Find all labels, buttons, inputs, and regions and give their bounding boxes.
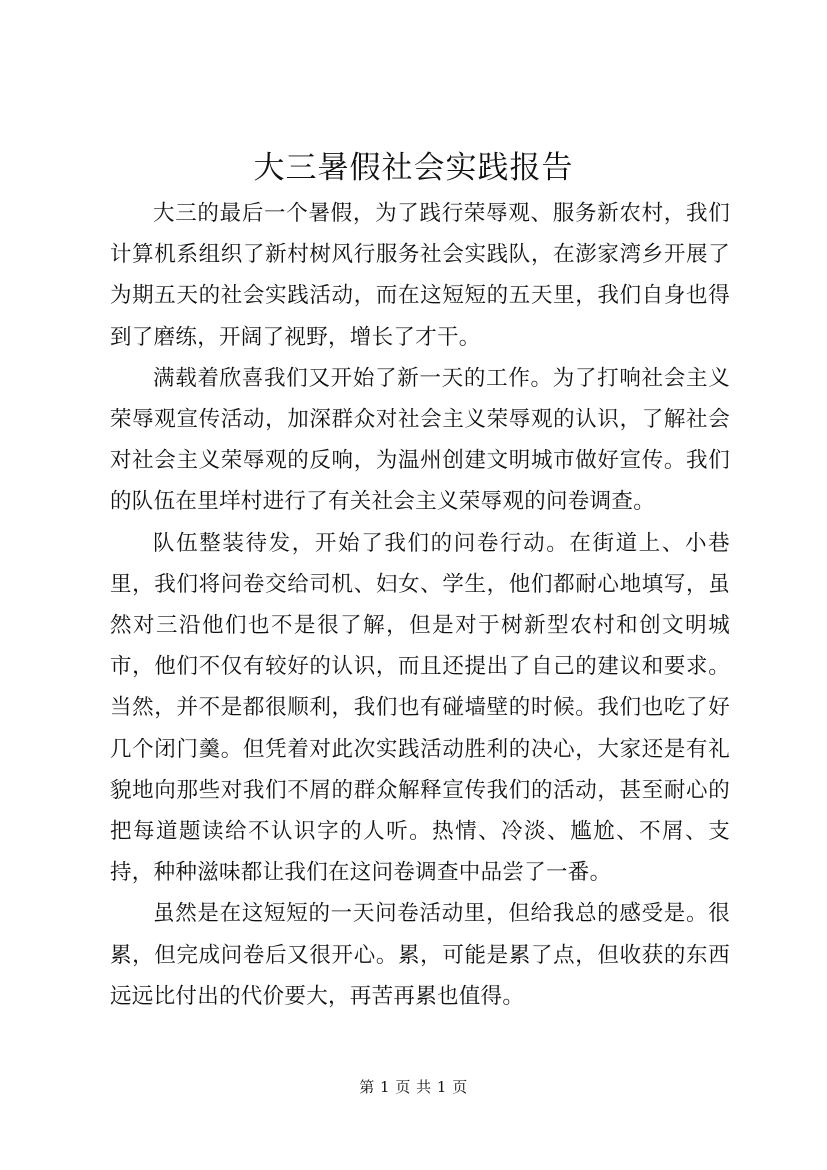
paragraph-1: 大三的最后一个暑假，为了践行荣辱观、服务新农村，我们计算机系组织了新村树风行服务社会实践队，在澎家湾乡开展了为期五天的社会实践活动，而在这短短的五天里，我们自身也得到了磨练，开阔了视野，增长了才干。 bbox=[110, 201, 730, 350]
paragraph-2: 满载着欣喜我们又开始了新一天的工作。为了打响社会主义荣辱观宣传活动，加深群众对社会主义荣辱观的认识，了解社会对社会主义荣辱观的反响，为温州创建文明城市做好宣传。我们的队伍在里垟村进行了有关社会主义荣辱观的问卷调查。 bbox=[110, 365, 730, 515]
page-footer: 第 1 页 共 1 页 bbox=[359, 1078, 468, 1096]
paragraph-3: 队伍整装待发，开始了我们的问卷行动。在街道上、小巷里，我们将问卷交给司机、妇女、学生，他们都耐心地填写，虽然对三沿他们也不是很了解，但是对于树新型农村和创文明城市，他们不仅有较好的认识，而且还提出了自己的建议和要求。当然，并不是都很顺利，我们也有碰墙壁的时候。我们也吃了好几个闭门羹。但凭着对此次实践活动胜利的决心，大家还是有礼貌地向那些对我们不屑的群众解释宣传我们的活动，甚至耐心的把每道题读给不认识字的人听。热情、冷淡、尴尬、不屑、支持，种种滋味都让我们在这问卷调查中品尝了一番。 bbox=[110, 530, 730, 886]
paragraph-4: 虽然是在这短短的一天问卷活动里，但给我总的感受是。很累，但完成问卷后又很开心。累，可能是累了点，但收获的东西远远比付出的代价要大，再苦再累也值得。 bbox=[110, 901, 730, 1009]
document-title: 大三暑假社会实践报告 bbox=[253, 150, 574, 186]
document-body bbox=[110, 193, 730, 1017]
